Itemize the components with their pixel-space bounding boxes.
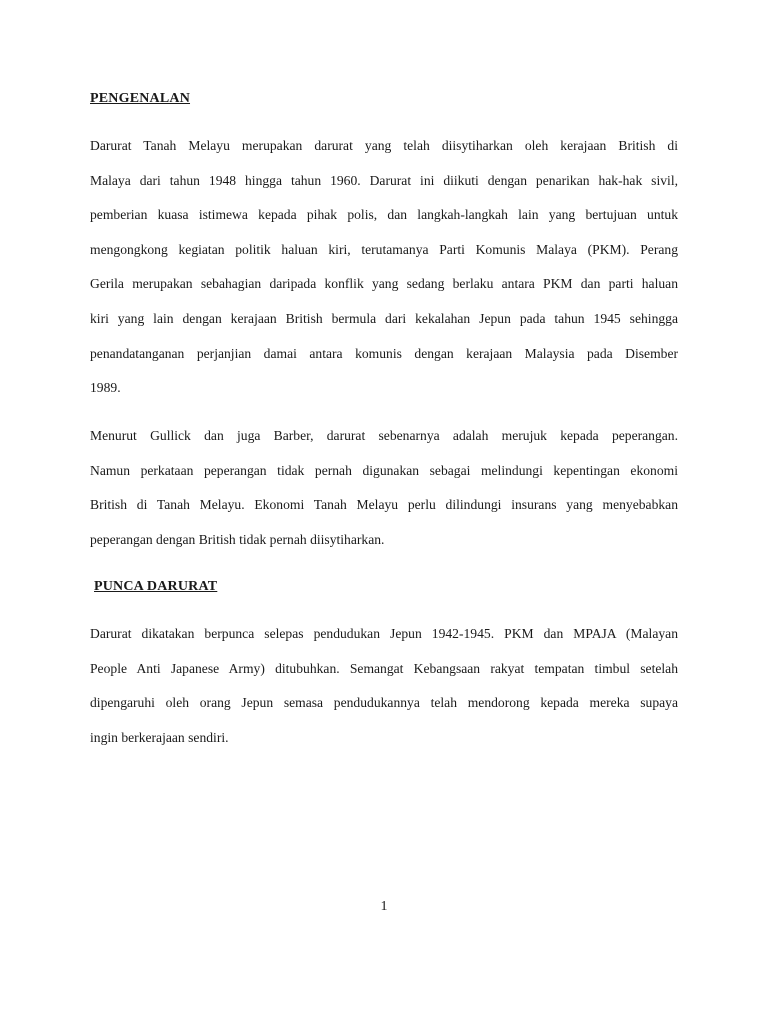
text-line: mengongkong kegiatan politik haluan kiri, terutamanya Parti Komunis Malaya (PKM). Perang: [90, 241, 678, 257]
text-line: Darurat Tanah Melayu merupakan darurat yang telah diisytiharkan oleh kerajaan British di: [90, 138, 678, 153]
paragraph-gullick-barber: [90, 419, 678, 557]
text-line: ingin berkerajaan sendiri.: [90, 729, 229, 745]
paragraph-intro: [90, 129, 678, 406]
heading-pengenalan: PENGENALAN: [90, 91, 191, 106]
text-line: 1989.: [90, 380, 121, 396]
text-line: pemberian kuasa istimewa kepada pihak polis, dan langkah-langkah lain yang bertujuan untuk: [90, 207, 678, 223]
text-line: peperangan dengan British tidak pernah diisytiharkan.: [90, 531, 385, 547]
text-line: Menurut Gullick dan juga Barber, darurat sebenarnya adalah merujuk kepada peperangan.: [90, 428, 678, 443]
text-line: British di Tanah Melayu. Ekonomi Tanah Melayu perlu dilindungi insurans yang menyebabkan: [90, 497, 678, 513]
text-line: People Anti Japanese Army) ditubuhkan. Semangat Kebangsaan rakyat tempatan timbul setelah: [90, 660, 678, 676]
heading-punca-darurat: PUNCA DARURAT: [94, 579, 218, 594]
text-line: kiri yang lain dengan kerajaan British bermula dari kekalahan Jepun pada tahun 1945 sehingga: [90, 310, 678, 326]
text-line: Malaya dari tahun 1948 hingga tahun 1960. Darurat ini diikuti dengan penarikan hak-hak sivil,: [90, 172, 678, 188]
paragraph-punca: [90, 617, 678, 755]
text-line: Namun perkataan peperangan tidak pernah digunakan sebagai melindungi kepentingan ekonomi: [90, 462, 678, 478]
text-line: dipengaruhi oleh orang Jepun semasa pendudukannya telah mendorong kepada mereka supaya: [90, 695, 678, 711]
page-number: 1: [380, 899, 388, 914]
text-line: penandatanganan perjanjian damai antara komunis dengan kerajaan Malaysia pada Disember: [90, 345, 678, 361]
text-line: Gerila merupakan sebahagian daripada konflik yang sedang berlaku antara PKM dan parti haluan: [90, 276, 678, 292]
text-line: Darurat dikatakan berpunca selepas pendudukan Jepun 1942-1945. PKM dan MPAJA (Malayan: [90, 626, 678, 641]
